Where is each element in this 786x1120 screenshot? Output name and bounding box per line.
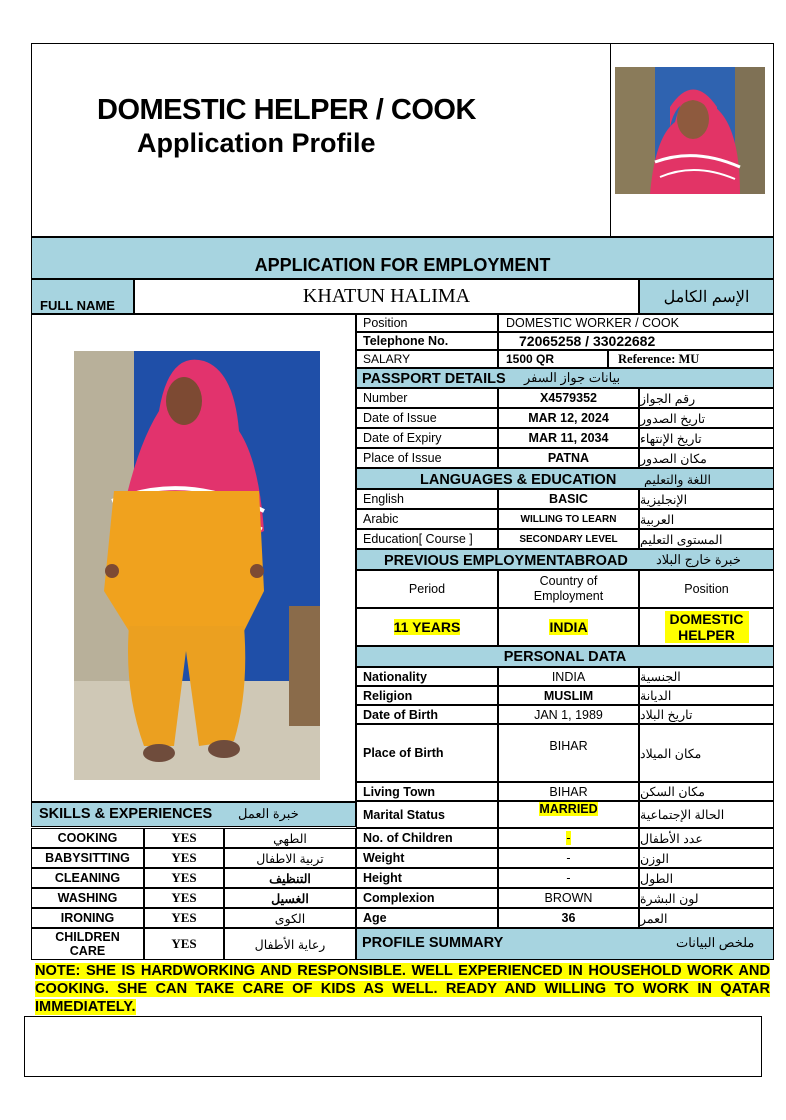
english-label: English (356, 489, 498, 509)
weight-label: Weight (356, 848, 498, 868)
passport-title-ar: بيانات جواز السفر (524, 370, 621, 385)
children-value: - (566, 831, 571, 845)
pob-value: BIHAR (498, 724, 639, 782)
col-country-text: Country of Employment (533, 574, 604, 603)
english-label-ar: الإنجليزية (639, 489, 774, 509)
arabic-value: WILLING TO LEARN (498, 509, 639, 529)
complexion-label: Complexion (356, 888, 498, 908)
nationality-value: INDIA (498, 667, 639, 686)
town-label-ar: مكان السكن (639, 782, 774, 801)
town-value: BIHAR (498, 782, 639, 801)
col-position: Position (639, 570, 774, 608)
summary-title: PROFILE SUMMARY (362, 935, 504, 951)
skill-name: WASHING (31, 888, 144, 908)
marital-value: MARRIED (539, 802, 598, 816)
col-country (498, 570, 639, 608)
previous-title: PREVIOUS EMPLOYMENTABROAD (384, 553, 628, 569)
children-label: No. of Children (356, 828, 498, 848)
pob-label: Place of Birth (356, 724, 498, 782)
expiry-date-label-ar: تاريخ الإنتهاء (639, 428, 774, 448)
height-label: Height (356, 868, 498, 888)
prev-position-value: DOMESTIC HELPER (665, 611, 749, 643)
height-label-ar: الطول (639, 868, 774, 888)
languages-title: LANGUAGES & EDUCATION (420, 472, 617, 488)
nationality-label: Nationality (356, 667, 498, 686)
passport-number-label-ar: رقم الجواز (639, 388, 774, 408)
profile-note (35, 962, 770, 1016)
expiry-date-label: Date of Expiry (356, 428, 498, 448)
age-value: 36 (498, 908, 639, 928)
previous-title-ar: خبرة خارج البلاد (656, 552, 741, 567)
skill-name-ar: الطهي (224, 828, 356, 848)
skill-name-ar: رعاية الأطفال (224, 928, 356, 960)
dob-label: Date of Birth (356, 705, 498, 724)
children-cell (498, 828, 639, 848)
reference: Reference: MU (608, 350, 774, 368)
salary-value: 1500 QR (498, 350, 608, 368)
position-label: Position (356, 314, 498, 332)
country-cell (498, 608, 639, 646)
weight-label-ar: الوزن (639, 848, 774, 868)
issue-date-label-ar: تاريخ الصدور (639, 408, 774, 428)
town-label: Living Town (356, 782, 498, 801)
skill-value: YES (144, 828, 224, 848)
age-label: Age (356, 908, 498, 928)
prev-position-cell (639, 608, 774, 646)
dob-value: JAN 1, 1989 (498, 705, 639, 724)
col-period: Period (356, 570, 498, 608)
height-value: - (498, 868, 639, 888)
complexion-label-ar: لون البشرة (639, 888, 774, 908)
english-value: BASIC (498, 489, 639, 509)
full-body-photo (74, 351, 320, 780)
languages-title-ar: اللغة والتعليم (644, 473, 711, 487)
full-name-value: KHATUN HALIMA (134, 279, 639, 314)
dob-label-ar: تاريخ البلاد (639, 705, 774, 724)
arabic-label: Arabic (356, 509, 498, 529)
skill-name-ar: الغسيل (224, 888, 356, 908)
skill-name-ar: التنظيف (224, 868, 356, 888)
skill-name: CHILDREN CARE (55, 930, 120, 958)
personal-title: PERSONAL DATA (356, 646, 774, 667)
expiry-date-value: MAR 11, 2034 (498, 428, 639, 448)
skill-name-ar: الكوى (224, 908, 356, 928)
position-value: DOMESTIC WORKER / COOK (498, 314, 774, 332)
passport-number-label: Number (356, 388, 498, 408)
marital-label: Marital Status (356, 801, 498, 828)
skill-value: YES (144, 908, 224, 928)
arabic-label-ar: العربية (639, 509, 774, 529)
education-label: Education[ Course ] (356, 529, 498, 549)
skill-name-cell (31, 928, 144, 960)
page-subtitle: Application Profile (137, 128, 376, 158)
summary-title-ar: ملخص البيانات (676, 935, 755, 950)
religion-label-ar: الديانة (639, 686, 774, 705)
skills-title-ar: خبرة العمل (238, 806, 299, 821)
marital-cell (498, 801, 639, 828)
skill-name: BABYSITTING (31, 848, 144, 868)
place-of-issue-label: Place of Issue (356, 448, 498, 468)
children-label-ar: عدد الأطفال (639, 828, 774, 848)
skill-name: CLEANING (31, 868, 144, 888)
religion-value: MUSLIM (498, 686, 639, 705)
nationality-label-ar: الجنسية (639, 667, 774, 686)
place-of-issue-label-ar: مكان الصدور (639, 448, 774, 468)
pob-label-ar: مكان الميلاد (639, 724, 774, 782)
form-title: APPLICATION FOR EMPLOYMENT (254, 255, 551, 275)
bottom-box (24, 1016, 762, 1077)
portrait-photo (615, 67, 765, 194)
place-of-issue-value: PATNA (498, 448, 639, 468)
skill-value: YES (144, 848, 224, 868)
profile-note-text: NOTE: SHE IS HARDWORKING AND RESPONSIBLE. WELL EXPERIENCED IN HOUSEHOLD WORK AND COOKING. SHE CAN TAKE CARE OF KIDS AS WELL. READY AND WILLING TO WORK IN QATAR IMMEDIATELY. (35, 963, 770, 1015)
skills-title: SKILLS & EXPERIENCES (39, 806, 213, 822)
skill-name: IRONING (31, 908, 144, 928)
education-label-ar: المستوى التعليم (639, 529, 774, 549)
issue-date-value: MAR 12, 2024 (498, 408, 639, 428)
period-value: 11 YEARS (393, 619, 461, 635)
period-cell (356, 608, 498, 646)
full-name-label-ar: الإسم الكامل (639, 279, 774, 314)
passport-title: PASSPORT DETAILS (362, 371, 506, 387)
skill-value: YES (144, 928, 224, 960)
issue-date-label: Date of Issue (356, 408, 498, 428)
skill-value: YES (144, 888, 224, 908)
skill-name-ar: تربية الاطفال (224, 848, 356, 868)
religion-label: Religion (356, 686, 498, 705)
weight-value: - (498, 848, 639, 868)
country-value: INDIA (549, 619, 588, 635)
passport-number-value: X4579352 (498, 388, 639, 408)
skill-name: COOKING (31, 828, 144, 848)
age-label-ar: العمر (639, 908, 774, 928)
salary-label: SALARY (356, 350, 498, 368)
full-name-label: FULL NAME (31, 279, 134, 314)
skill-value: YES (144, 868, 224, 888)
page-title: DOMESTIC HELPER / COOK (97, 94, 476, 126)
marital-label-ar: الحالة الإجتماعية (639, 801, 774, 828)
telephone-label: Telephone No. (356, 332, 498, 350)
complexion-value: BROWN (498, 888, 639, 908)
telephone-value: 72065258 / 33022682 (498, 332, 774, 350)
education-value: SECONDARY LEVEL (498, 529, 639, 549)
